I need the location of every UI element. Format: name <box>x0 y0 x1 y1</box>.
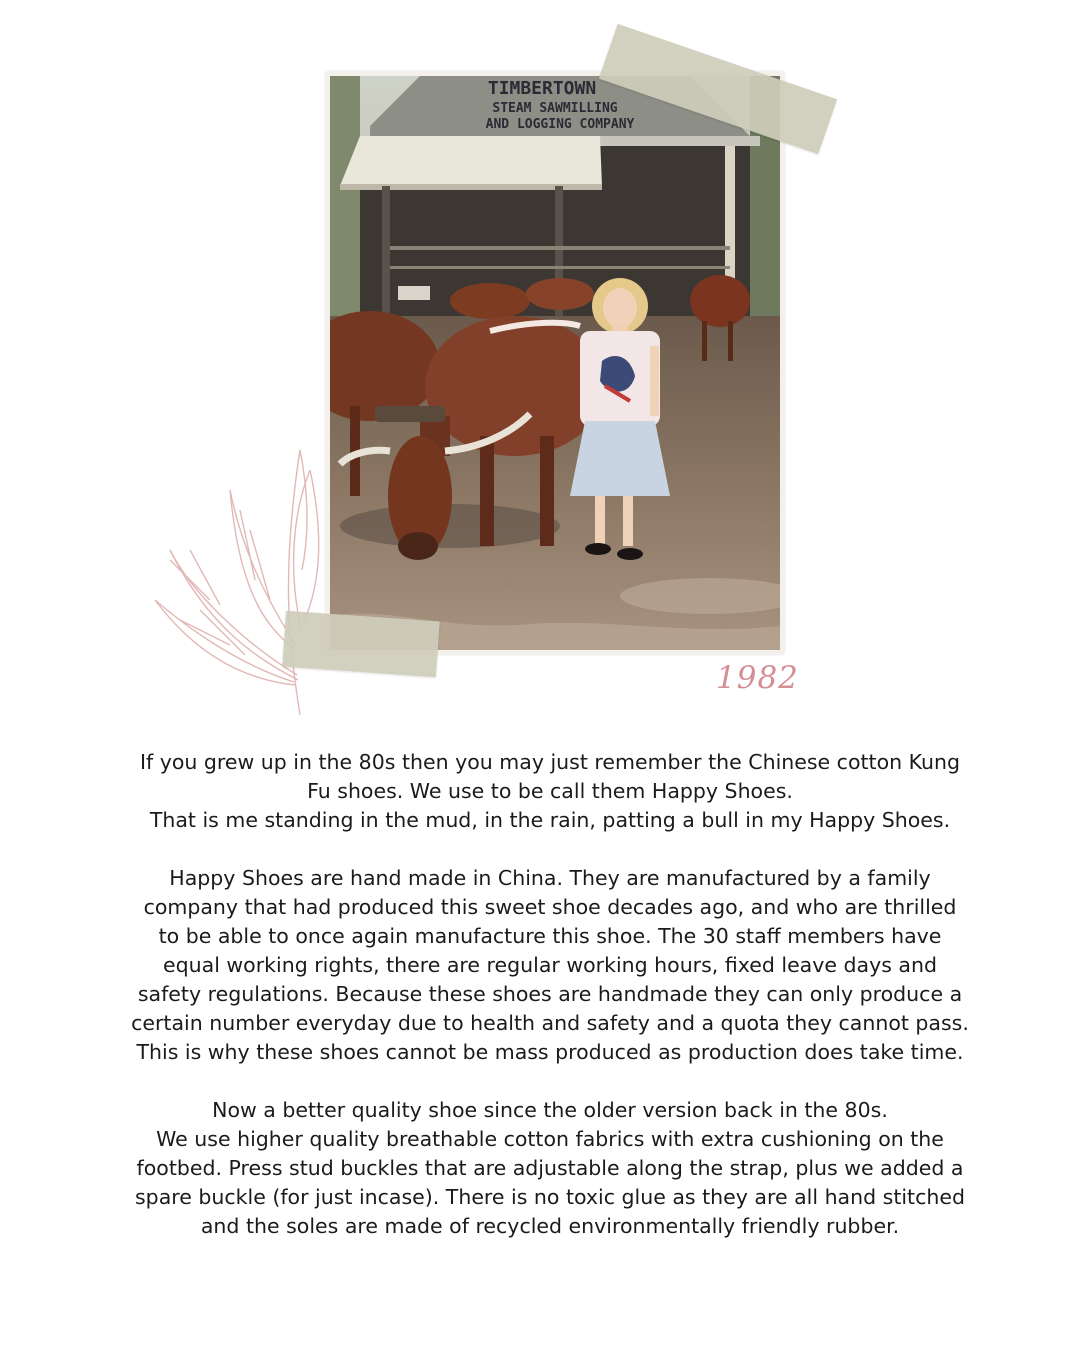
story-line: If you grew up in the 80s then you may just remember the Chinese cotton Kung <box>139 750 961 774</box>
photo-year-label: 1982 <box>716 660 799 696</box>
leaf-illustration <box>150 430 350 720</box>
story-line: This is why these shoes cannot be mass produced as production does take time. <box>136 1040 964 1064</box>
story-line: certain number everyday due to health and safety and a quota they cannot pass. <box>131 1011 969 1035</box>
paragraph-gap <box>100 1067 1000 1096</box>
story-line: Now a better quality shoe since the older version back in the 80s. <box>212 1098 888 1122</box>
story-line: spare buckle (for just incase). There is no toxic glue as they are all hand stitched <box>135 1185 965 1209</box>
story-line: to be able to once again manufacture this shoe. The 30 staff members have <box>158 924 942 948</box>
story-line: We use higher quality breathable cotton fabrics with extra cushioning on the <box>156 1127 944 1151</box>
story-line: That is me standing in the mud, in the rain, patting a bull in my Happy Shoes. <box>149 808 951 832</box>
sign-line3: AND LOGGING COMPANY <box>485 117 635 132</box>
story-line: safety regulations. Because these shoes are handmade they can only produce a <box>137 982 963 1006</box>
paragraph-gap <box>100 835 1000 864</box>
sign-line1: TIMBERTOWN <box>487 78 597 99</box>
story-line: Fu shoes. We use to be call them Happy Shoes. <box>307 779 793 803</box>
washi-tape-bottom <box>282 611 440 678</box>
story-line: Happy Shoes are hand made in China. They are manufactured by a family <box>169 866 931 890</box>
story-line: equal working rights, there are regular working hours, fixed leave days and <box>163 953 937 977</box>
sign-line2: STEAM SAWMILLING <box>492 101 618 116</box>
story-line: company that had produced this sweet shoe decades ago, and who are thrilled <box>143 895 957 919</box>
vintage-photo <box>330 76 780 650</box>
story-line: and the soles are made of recycled environmentally friendly rubber. <box>200 1214 900 1238</box>
story-line: footbed. Press stud buckles that are adjustable along the strap, plus we added a <box>136 1156 964 1180</box>
story-text <box>100 748 1000 1241</box>
vintage-photo-frame <box>326 72 784 654</box>
